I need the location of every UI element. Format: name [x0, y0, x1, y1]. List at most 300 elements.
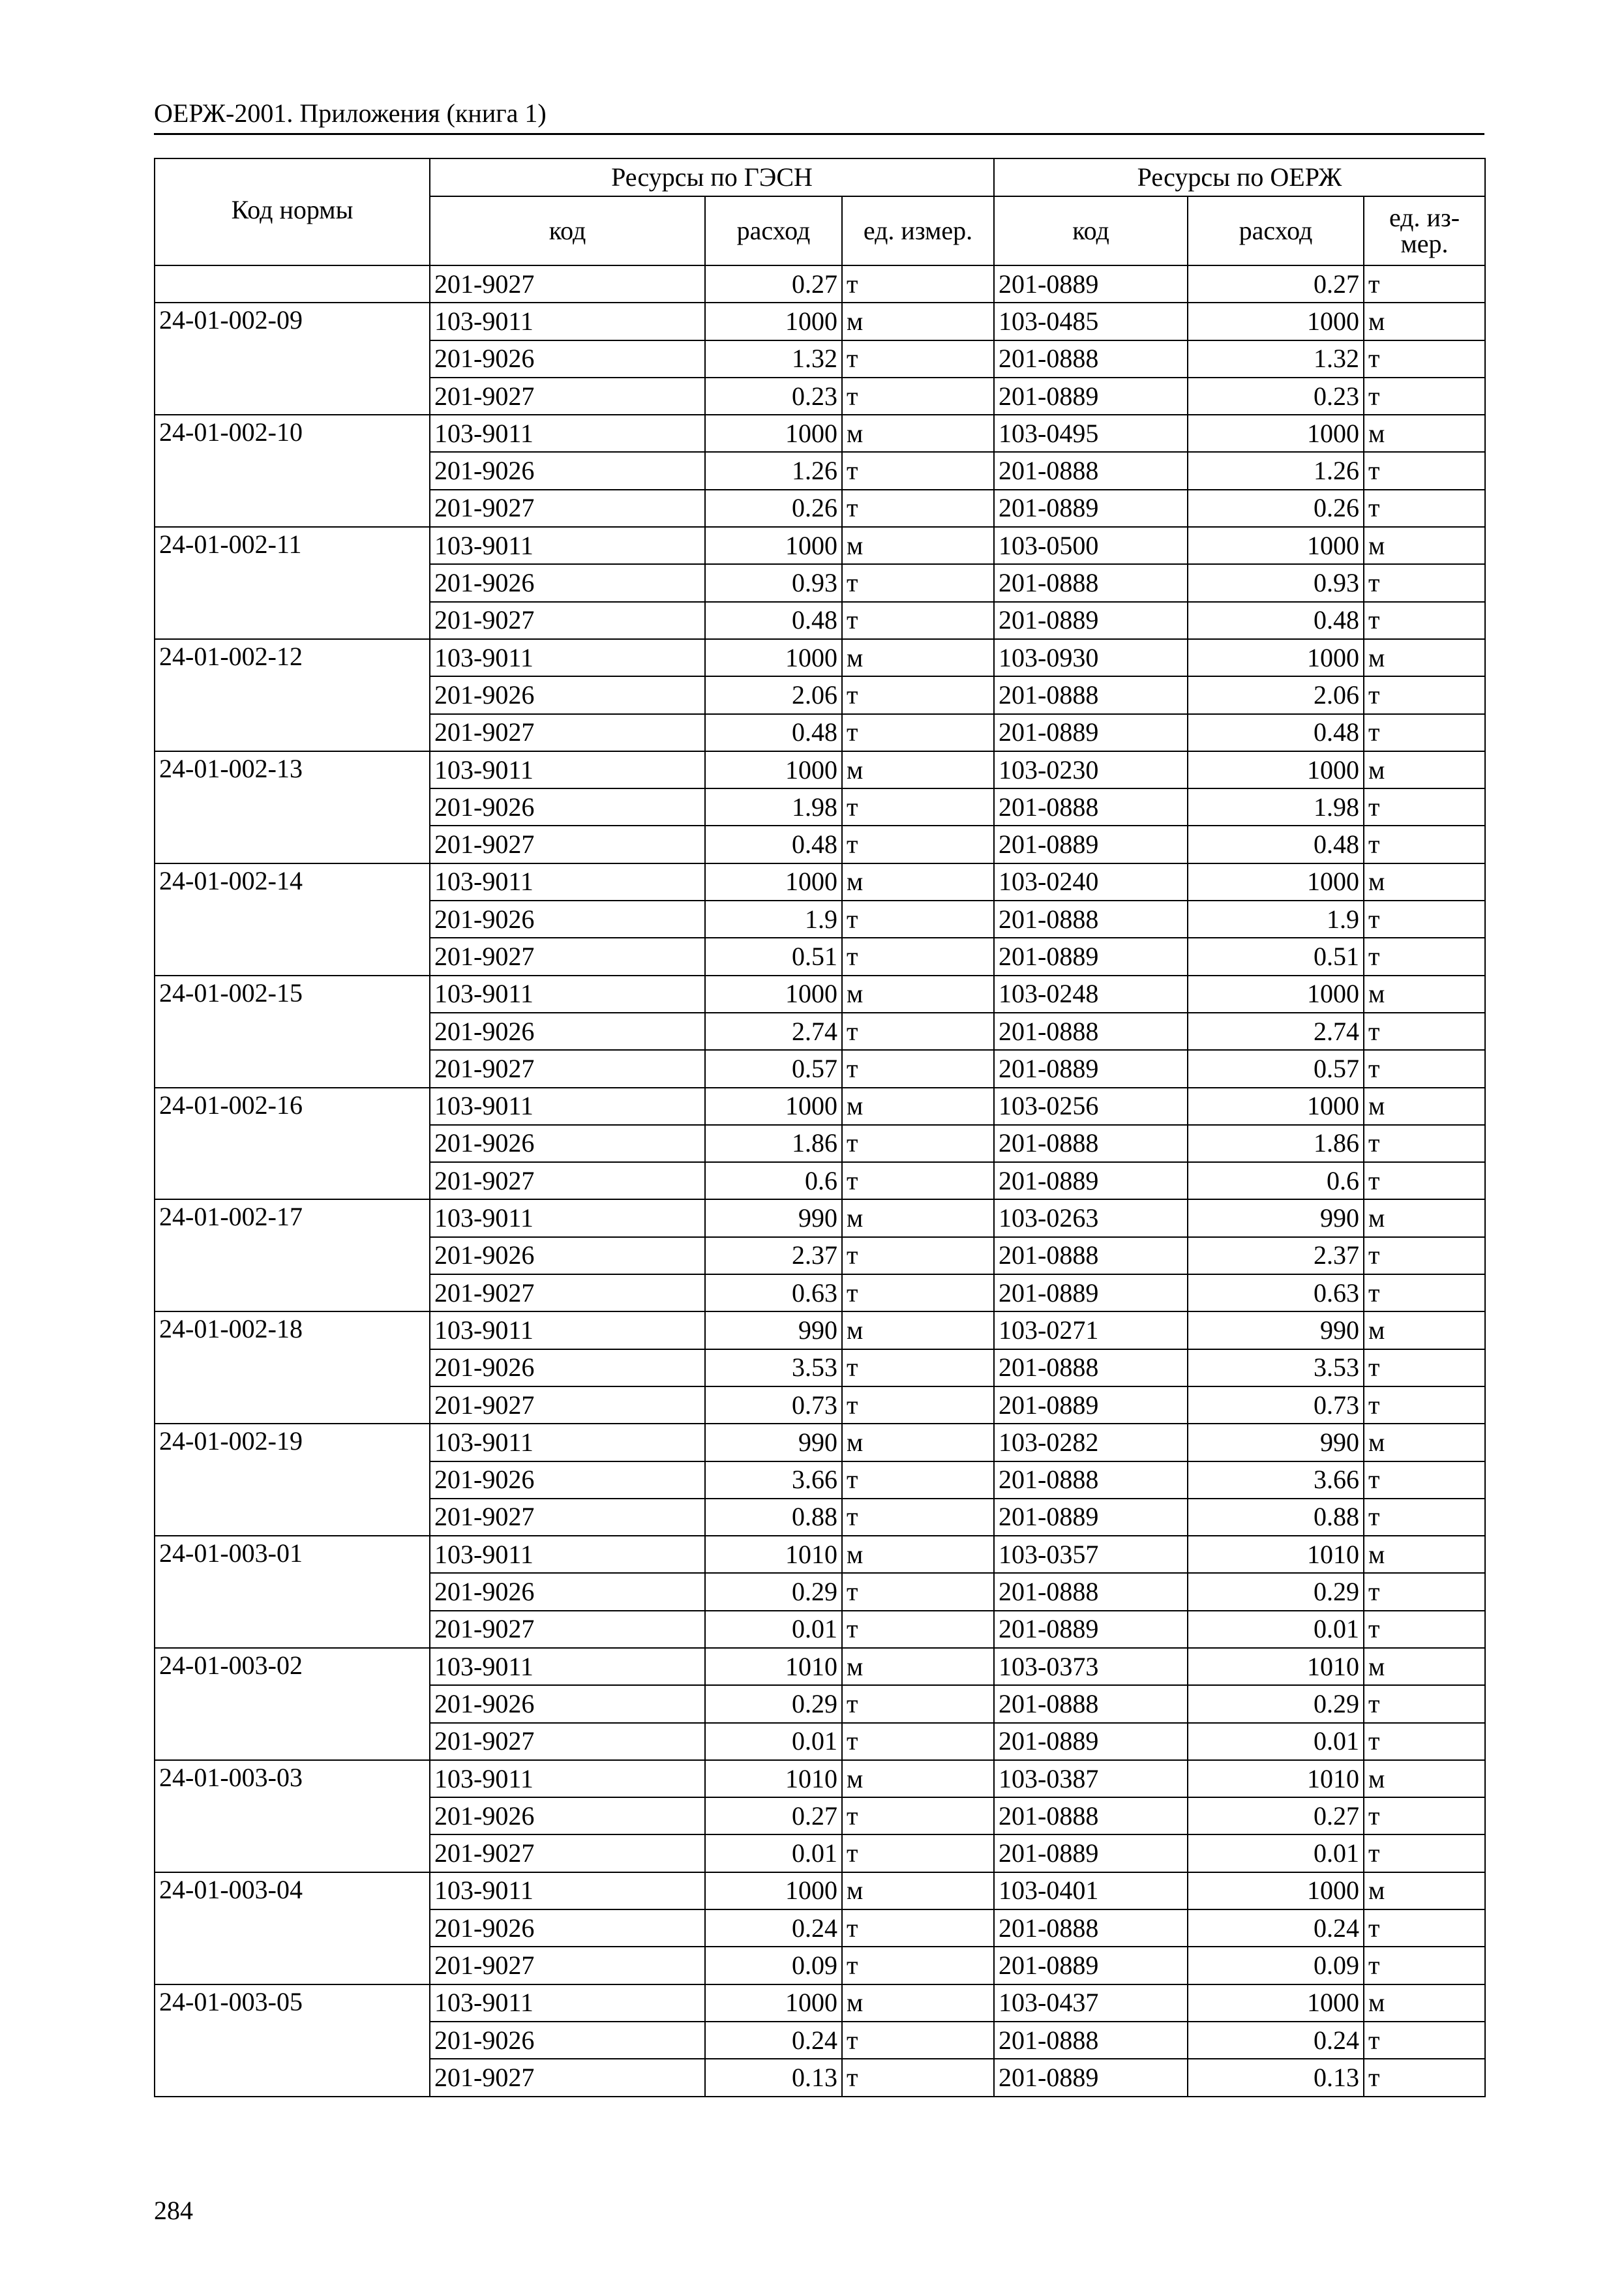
- cell-oerzh-code: 201-0888: [994, 788, 1188, 826]
- cell-oerzh-code: 201-0889: [994, 1050, 1188, 1087]
- cell-gesn-unit: т: [842, 714, 994, 751]
- cell-gesn-amount: 1010: [705, 1760, 842, 1797]
- cell-oerzh-unit: т: [1364, 602, 1485, 639]
- cell-gesn-amount: 1000: [705, 1088, 842, 1125]
- cell-oerzh-amount: 0.29: [1188, 1573, 1364, 1610]
- cell-oerzh-code: 103-0930: [994, 639, 1188, 676]
- cell-gesn-amount: 0.27: [705, 265, 842, 303]
- cell-oerzh-amount: 1000: [1188, 1088, 1364, 1125]
- cell-gesn-unit: м: [842, 1648, 994, 1685]
- cell-oerzh-unit: т: [1364, 340, 1485, 378]
- cell-gesn-amount: 0.13: [705, 2059, 842, 2096]
- cell-gesn-unit: т: [842, 1723, 994, 1760]
- cell-gesn-amount: 1000: [705, 303, 842, 340]
- cell-gesn-unit: м: [842, 863, 994, 901]
- cell-gesn-unit: т: [842, 1573, 994, 1610]
- cell-oerzh-code: 201-0889: [994, 1834, 1188, 1872]
- header-gesn-code: код: [430, 196, 705, 265]
- cell-gesn-amount: 0.48: [705, 602, 842, 639]
- cell-oerzh-unit: т: [1364, 826, 1485, 863]
- cell-oerzh-unit: т: [1364, 1834, 1485, 1872]
- cell-gesn-unit: т: [842, 378, 994, 415]
- cell-gesn-amount: 0.01: [705, 1611, 842, 1648]
- cell-oerzh-amount: 990: [1188, 1311, 1364, 1349]
- cell-norm-code: 24-01-002-12: [155, 639, 430, 751]
- cell-gesn-unit: м: [842, 415, 994, 452]
- cell-oerzh-code: 201-0889: [994, 938, 1188, 975]
- cell-gesn-code: 201-9026: [430, 340, 705, 378]
- cell-gesn-unit: м: [842, 639, 994, 676]
- cell-oerzh-unit: т: [1364, 2059, 1485, 2096]
- cell-gesn-unit: т: [842, 2059, 994, 2096]
- header-oerzh-unit: ед. из-мер.: [1364, 196, 1485, 265]
- cell-oerzh-amount: 1000: [1188, 303, 1364, 340]
- cell-oerzh-unit: т: [1364, 1461, 1485, 1499]
- cell-oerzh-unit: т: [1364, 1499, 1485, 1536]
- cell-oerzh-unit: т: [1364, 901, 1485, 938]
- cell-gesn-code: 103-9011: [430, 1199, 705, 1236]
- cell-oerzh-unit: т: [1364, 2022, 1485, 2059]
- cell-oerzh-unit: м: [1364, 639, 1485, 676]
- header-norm-code: Код нормы: [155, 158, 430, 265]
- cell-oerzh-amount: 0.48: [1188, 602, 1364, 639]
- cell-norm-code: 24-01-002-13: [155, 751, 430, 863]
- cell-gesn-code: 201-9027: [430, 714, 705, 751]
- cell-oerzh-amount: 2.37: [1188, 1237, 1364, 1274]
- cell-oerzh-code: 201-0889: [994, 1274, 1188, 1311]
- cell-oerzh-amount: 0.48: [1188, 826, 1364, 863]
- cell-oerzh-unit: т: [1364, 1909, 1485, 1947]
- cell-gesn-code: 201-9027: [430, 490, 705, 527]
- table-row: [155, 976, 1485, 1013]
- cell-gesn-code: 201-9026: [430, 676, 705, 713]
- table-row: [155, 751, 1485, 788]
- cell-oerzh-unit: м: [1364, 527, 1485, 564]
- table-row: [155, 1536, 1485, 1573]
- cell-oerzh-unit: т: [1364, 1274, 1485, 1311]
- cell-oerzh-unit: т: [1364, 490, 1485, 527]
- cell-norm-code: 24-01-003-01: [155, 1536, 430, 1648]
- cell-oerzh-code: 103-0485: [994, 303, 1188, 340]
- cell-oerzh-code: 201-0889: [994, 490, 1188, 527]
- cell-gesn-code: 103-9011: [430, 527, 705, 564]
- cell-oerzh-unit: м: [1364, 976, 1485, 1013]
- cell-gesn-amount: 3.66: [705, 1461, 842, 1499]
- cell-oerzh-amount: 1.98: [1188, 788, 1364, 826]
- cell-oerzh-unit: т: [1364, 1050, 1485, 1087]
- cell-oerzh-amount: 3.66: [1188, 1461, 1364, 1499]
- cell-oerzh-amount: 0.13: [1188, 2059, 1364, 2096]
- cell-oerzh-amount: 0.29: [1188, 1685, 1364, 1722]
- cell-oerzh-code: 201-0889: [994, 602, 1188, 639]
- cell-oerzh-amount: 1000: [1188, 1984, 1364, 2022]
- cell-gesn-code: 201-9027: [430, 602, 705, 639]
- cell-gesn-code: 201-9027: [430, 1723, 705, 1760]
- cell-gesn-code: 201-9026: [430, 564, 705, 601]
- cell-oerzh-amount: 0.6: [1188, 1162, 1364, 1199]
- cell-gesn-code: 103-9011: [430, 751, 705, 788]
- cell-gesn-code: 201-9027: [430, 1386, 705, 1424]
- cell-gesn-code: 201-9026: [430, 452, 705, 489]
- cell-gesn-code: 103-9011: [430, 863, 705, 901]
- cell-gesn-amount: 1.98: [705, 788, 842, 826]
- cell-gesn-unit: т: [842, 340, 994, 378]
- resource-table: [154, 158, 1486, 2097]
- cell-oerzh-amount: 990: [1188, 1424, 1364, 1461]
- cell-gesn-amount: 1000: [705, 639, 842, 676]
- cell-oerzh-amount: 1000: [1188, 639, 1364, 676]
- cell-gesn-unit: м: [842, 527, 994, 564]
- cell-oerzh-unit: т: [1364, 1947, 1485, 1984]
- cell-gesn-code: 201-9027: [430, 378, 705, 415]
- cell-oerzh-amount: 0.27: [1188, 1797, 1364, 1834]
- cell-gesn-amount: 0.09: [705, 1947, 842, 1984]
- cell-oerzh-code: 103-0263: [994, 1199, 1188, 1236]
- cell-gesn-unit: м: [842, 1424, 994, 1461]
- cell-gesn-amount: 0.01: [705, 1723, 842, 1760]
- cell-gesn-unit: т: [842, 901, 994, 938]
- cell-oerzh-code: 201-0889: [994, 378, 1188, 415]
- cell-gesn-amount: 0.27: [705, 1797, 842, 1834]
- cell-gesn-amount: 0.24: [705, 2022, 842, 2059]
- cell-oerzh-unit: м: [1364, 1984, 1485, 2022]
- cell-oerzh-unit: м: [1364, 863, 1485, 901]
- cell-gesn-unit: т: [842, 1947, 994, 1984]
- table-row: [155, 415, 1485, 452]
- header-oerzh-code: код: [994, 196, 1188, 265]
- cell-oerzh-code: 201-0889: [994, 2059, 1188, 2096]
- cell-gesn-unit: м: [842, 1088, 994, 1125]
- cell-gesn-amount: 1.9: [705, 901, 842, 938]
- cell-gesn-code: 201-9026: [430, 1909, 705, 1947]
- cell-gesn-code: 201-9027: [430, 1834, 705, 1872]
- cell-oerzh-amount: 1.26: [1188, 452, 1364, 489]
- cell-oerzh-code: 103-0271: [994, 1311, 1188, 1349]
- cell-oerzh-amount: 2.06: [1188, 676, 1364, 713]
- cell-oerzh-amount: 0.88: [1188, 1499, 1364, 1536]
- cell-oerzh-code: 201-0888: [994, 901, 1188, 938]
- cell-oerzh-amount: 0.01: [1188, 1611, 1364, 1648]
- cell-gesn-amount: 0.24: [705, 1909, 842, 1947]
- cell-gesn-amount: 990: [705, 1199, 842, 1236]
- cell-gesn-code: 201-9027: [430, 265, 705, 303]
- table-row: [155, 1872, 1485, 1909]
- cell-gesn-amount: 1010: [705, 1648, 842, 1685]
- cell-gesn-code: 201-9027: [430, 1947, 705, 1984]
- cell-oerzh-unit: м: [1364, 303, 1485, 340]
- cell-oerzh-amount: 0.27: [1188, 265, 1364, 303]
- cell-oerzh-code: 201-0889: [994, 1947, 1188, 1984]
- cell-oerzh-unit: т: [1364, 1013, 1485, 1050]
- cell-gesn-unit: т: [842, 2022, 994, 2059]
- cell-oerzh-unit: т: [1364, 676, 1485, 713]
- cell-oerzh-code: 201-0889: [994, 1499, 1188, 1536]
- cell-gesn-amount: 990: [705, 1424, 842, 1461]
- table-row: [155, 1648, 1485, 1685]
- cell-gesn-code: 103-9011: [430, 1984, 705, 2022]
- cell-gesn-unit: т: [842, 1834, 994, 1872]
- cell-oerzh-code: 103-0230: [994, 751, 1188, 788]
- cell-gesn-unit: т: [842, 788, 994, 826]
- cell-gesn-unit: м: [842, 1536, 994, 1573]
- cell-oerzh-unit: м: [1364, 751, 1485, 788]
- cell-oerzh-code: 201-0888: [994, 1013, 1188, 1050]
- cell-gesn-unit: т: [842, 1274, 994, 1311]
- table-header: [155, 158, 1485, 265]
- cell-oerzh-unit: м: [1364, 1648, 1485, 1685]
- cell-gesn-amount: 0.93: [705, 564, 842, 601]
- cell-gesn-code: 201-9026: [430, 1013, 705, 1050]
- cell-oerzh-amount: 1010: [1188, 1536, 1364, 1573]
- cell-oerzh-code: 201-0888: [994, 2022, 1188, 2059]
- cell-oerzh-unit: м: [1364, 1760, 1485, 1797]
- cell-oerzh-amount: 0.73: [1188, 1386, 1364, 1424]
- cell-gesn-unit: т: [842, 602, 994, 639]
- cell-norm-code: 24-01-002-18: [155, 1311, 430, 1424]
- cell-gesn-code: 103-9011: [430, 639, 705, 676]
- cell-oerzh-unit: м: [1364, 1199, 1485, 1236]
- cell-gesn-amount: 0.23: [705, 378, 842, 415]
- cell-gesn-unit: т: [842, 265, 994, 303]
- cell-oerzh-amount: 0.24: [1188, 1909, 1364, 1947]
- cell-gesn-unit: т: [842, 1909, 994, 1947]
- cell-oerzh-code: 103-0373: [994, 1648, 1188, 1685]
- cell-oerzh-code: 103-0256: [994, 1088, 1188, 1125]
- cell-gesn-amount: 1.32: [705, 340, 842, 378]
- cell-oerzh-unit: т: [1364, 1611, 1485, 1648]
- cell-oerzh-code: 103-0437: [994, 1984, 1188, 2022]
- running-header: ОЕРЖ-2001. Приложения (книга 1): [154, 98, 547, 128]
- cell-gesn-amount: 1.86: [705, 1125, 842, 1162]
- cell-oerzh-amount: 2.74: [1188, 1013, 1364, 1050]
- cell-oerzh-amount: 0.57: [1188, 1050, 1364, 1087]
- cell-gesn-amount: 1000: [705, 415, 842, 452]
- cell-gesn-unit: м: [842, 303, 994, 340]
- cell-norm-code: 24-01-002-15: [155, 976, 430, 1088]
- cell-oerzh-amount: 1.9: [1188, 901, 1364, 938]
- cell-oerzh-amount: 1000: [1188, 415, 1364, 452]
- cell-oerzh-amount: 1010: [1188, 1760, 1364, 1797]
- header-group-gesn: Ресурсы по ГЭСН: [430, 158, 994, 196]
- cell-gesn-amount: 0.48: [705, 714, 842, 751]
- cell-gesn-unit: т: [842, 826, 994, 863]
- cell-oerzh-amount: 1000: [1188, 1872, 1364, 1909]
- cell-oerzh-code: 201-0888: [994, 1349, 1188, 1386]
- table-row: [155, 265, 1485, 303]
- cell-oerzh-code: 201-0888: [994, 564, 1188, 601]
- cell-gesn-amount: 0.48: [705, 826, 842, 863]
- cell-norm-code: 24-01-003-04: [155, 1872, 430, 1984]
- table-row: [155, 639, 1485, 676]
- cell-gesn-amount: 0.26: [705, 490, 842, 527]
- cell-oerzh-code: 201-0888: [994, 1237, 1188, 1274]
- cell-gesn-amount: 0.88: [705, 1499, 842, 1536]
- cell-gesn-amount: 3.53: [705, 1349, 842, 1386]
- cell-oerzh-code: 103-0248: [994, 976, 1188, 1013]
- cell-gesn-unit: т: [842, 1386, 994, 1424]
- cell-gesn-code: 103-9011: [430, 415, 705, 452]
- cell-oerzh-unit: т: [1364, 1573, 1485, 1610]
- cell-oerzh-amount: 0.26: [1188, 490, 1364, 527]
- table-row: [155, 1984, 1485, 2022]
- cell-gesn-unit: т: [842, 1125, 994, 1162]
- cell-gesn-amount: 0.63: [705, 1274, 842, 1311]
- cell-oerzh-unit: м: [1364, 1311, 1485, 1349]
- cell-oerzh-code: 201-0888: [994, 1125, 1188, 1162]
- cell-gesn-amount: 990: [705, 1311, 842, 1349]
- cell-gesn-code: 201-9026: [430, 788, 705, 826]
- cell-oerzh-amount: 1000: [1188, 863, 1364, 901]
- cell-gesn-code: 201-9027: [430, 1050, 705, 1087]
- cell-oerzh-amount: 0.23: [1188, 378, 1364, 415]
- cell-oerzh-unit: м: [1364, 1536, 1485, 1573]
- cell-oerzh-unit: т: [1364, 788, 1485, 826]
- cell-gesn-code: 103-9011: [430, 1872, 705, 1909]
- cell-gesn-unit: т: [842, 564, 994, 601]
- cell-gesn-code: 201-9027: [430, 2059, 705, 2096]
- cell-gesn-unit: т: [842, 1237, 994, 1274]
- cell-oerzh-code: 103-0495: [994, 415, 1188, 452]
- cell-gesn-code: 103-9011: [430, 1760, 705, 1797]
- table-row: [155, 863, 1485, 901]
- cell-gesn-amount: 2.37: [705, 1237, 842, 1274]
- cell-oerzh-unit: т: [1364, 265, 1485, 303]
- cell-oerzh-code: 201-0888: [994, 452, 1188, 489]
- cell-gesn-amount: 0.73: [705, 1386, 842, 1424]
- cell-oerzh-code: 201-0888: [994, 1573, 1188, 1610]
- cell-oerzh-unit: т: [1364, 1162, 1485, 1199]
- cell-oerzh-amount: 0.01: [1188, 1723, 1364, 1760]
- cell-gesn-code: 201-9027: [430, 1274, 705, 1311]
- cell-gesn-code: 201-9026: [430, 1349, 705, 1386]
- cell-oerzh-code: 103-0387: [994, 1760, 1188, 1797]
- cell-oerzh-amount: 1000: [1188, 527, 1364, 564]
- header-gesn-unit: ед. измер.: [842, 196, 994, 265]
- cell-gesn-code: 201-9027: [430, 938, 705, 975]
- cell-gesn-code: 103-9011: [430, 1311, 705, 1349]
- cell-oerzh-unit: т: [1364, 378, 1485, 415]
- cell-oerzh-amount: 0.51: [1188, 938, 1364, 975]
- cell-norm-code: 24-01-002-16: [155, 1088, 430, 1200]
- cell-gesn-code: 201-9026: [430, 901, 705, 938]
- cell-oerzh-unit: т: [1364, 714, 1485, 751]
- cell-oerzh-unit: т: [1364, 1125, 1485, 1162]
- cell-oerzh-amount: 3.53: [1188, 1349, 1364, 1386]
- cell-oerzh-amount: 1000: [1188, 751, 1364, 788]
- cell-gesn-code: 201-9026: [430, 1237, 705, 1274]
- cell-gesn-amount: 0.51: [705, 938, 842, 975]
- cell-gesn-amount: 1000: [705, 527, 842, 564]
- cell-gesn-unit: м: [842, 976, 994, 1013]
- cell-gesn-unit: м: [842, 1984, 994, 2022]
- cell-oerzh-amount: 1010: [1188, 1648, 1364, 1685]
- cell-oerzh-code: 103-0240: [994, 863, 1188, 901]
- cell-gesn-code: 201-9027: [430, 826, 705, 863]
- cell-oerzh-unit: т: [1364, 1723, 1485, 1760]
- cell-oerzh-unit: т: [1364, 1349, 1485, 1386]
- cell-gesn-code: 103-9011: [430, 1424, 705, 1461]
- cell-oerzh-unit: м: [1364, 415, 1485, 452]
- cell-oerzh-unit: т: [1364, 1386, 1485, 1424]
- cell-oerzh-code: 201-0888: [994, 1461, 1188, 1499]
- cell-oerzh-amount: 0.93: [1188, 564, 1364, 601]
- cell-oerzh-code: 201-0889: [994, 1162, 1188, 1199]
- table-row: [155, 1311, 1485, 1349]
- cell-gesn-amount: 1000: [705, 863, 842, 901]
- cell-gesn-unit: т: [842, 1499, 994, 1536]
- cell-oerzh-code: 201-0889: [994, 826, 1188, 863]
- header-oerzh-amount: расход: [1188, 196, 1364, 265]
- cell-oerzh-amount: 1.86: [1188, 1125, 1364, 1162]
- cell-gesn-code: 201-9027: [430, 1611, 705, 1648]
- cell-oerzh-code: 201-0889: [994, 265, 1188, 303]
- cell-oerzh-code: 201-0888: [994, 1909, 1188, 1947]
- header-rule: [154, 133, 1484, 135]
- cell-norm-code: 24-01-003-03: [155, 1760, 430, 1872]
- cell-gesn-code: 201-9027: [430, 1499, 705, 1536]
- cell-gesn-code: 201-9026: [430, 1573, 705, 1610]
- cell-gesn-code: 201-9026: [430, 2022, 705, 2059]
- cell-gesn-amount: 0.29: [705, 1573, 842, 1610]
- cell-gesn-unit: м: [842, 751, 994, 788]
- cell-norm-code: [155, 265, 430, 303]
- table-row: [155, 1199, 1485, 1236]
- cell-norm-code: 24-01-002-09: [155, 303, 430, 415]
- cell-oerzh-amount: 0.24: [1188, 2022, 1364, 2059]
- cell-oerzh-amount: 0.09: [1188, 1947, 1364, 1984]
- cell-oerzh-code: 103-0357: [994, 1536, 1188, 1573]
- cell-gesn-unit: т: [842, 490, 994, 527]
- cell-gesn-amount: 0.01: [705, 1834, 842, 1872]
- cell-gesn-unit: м: [842, 1872, 994, 1909]
- cell-gesn-unit: т: [842, 1162, 994, 1199]
- cell-gesn-unit: т: [842, 452, 994, 489]
- cell-gesn-amount: 2.06: [705, 676, 842, 713]
- cell-norm-code: 24-01-003-02: [155, 1648, 430, 1760]
- cell-oerzh-code: 103-0401: [994, 1872, 1188, 1909]
- cell-gesn-amount: 1.26: [705, 452, 842, 489]
- cell-oerzh-code: 201-0889: [994, 714, 1188, 751]
- cell-gesn-unit: м: [842, 1760, 994, 1797]
- cell-norm-code: 24-01-003-05: [155, 1984, 430, 2097]
- cell-gesn-code: 103-9011: [430, 1088, 705, 1125]
- cell-gesn-code: 103-9011: [430, 1536, 705, 1573]
- cell-norm-code: 24-01-002-10: [155, 415, 430, 527]
- cell-oerzh-unit: т: [1364, 564, 1485, 601]
- cell-oerzh-code: 201-0888: [994, 676, 1188, 713]
- cell-gesn-amount: 1000: [705, 976, 842, 1013]
- cell-oerzh-amount: 1000: [1188, 976, 1364, 1013]
- cell-gesn-unit: т: [842, 1685, 994, 1722]
- cell-oerzh-amount: 0.63: [1188, 1274, 1364, 1311]
- cell-oerzh-code: 201-0888: [994, 1797, 1188, 1834]
- cell-gesn-unit: т: [842, 1797, 994, 1834]
- page-number: 284: [154, 2196, 193, 2225]
- cell-gesn-amount: 0.6: [705, 1162, 842, 1199]
- cell-norm-code: 24-01-002-19: [155, 1424, 430, 1536]
- cell-oerzh-unit: м: [1364, 1424, 1485, 1461]
- cell-oerzh-code: 201-0889: [994, 1723, 1188, 1760]
- cell-gesn-code: 103-9011: [430, 1648, 705, 1685]
- cell-oerzh-code: 103-0500: [994, 527, 1188, 564]
- cell-oerzh-code: 103-0282: [994, 1424, 1188, 1461]
- cell-oerzh-amount: 1.32: [1188, 340, 1364, 378]
- cell-gesn-amount: 1000: [705, 1984, 842, 2022]
- cell-norm-code: 24-01-002-17: [155, 1199, 430, 1311]
- cell-gesn-unit: т: [842, 1461, 994, 1499]
- table-body: [155, 265, 1485, 2097]
- cell-oerzh-code: 201-0889: [994, 1386, 1188, 1424]
